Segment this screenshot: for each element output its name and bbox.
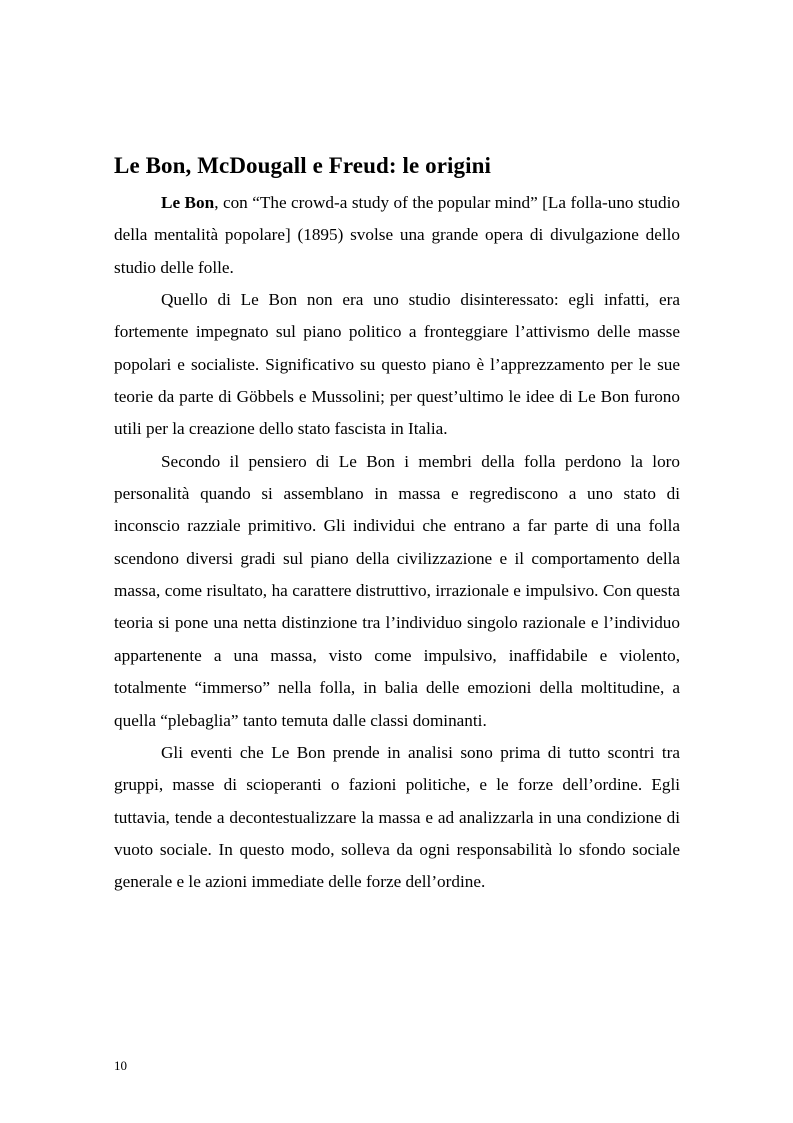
paragraph-1-lead: Le Bon	[161, 193, 215, 212]
section-title: Le Bon, McDougall e Freud: le origini	[114, 153, 492, 178]
page-number: 10	[114, 1058, 127, 1073]
paragraph-1	[114, 187, 680, 284]
paragraph-2: Quello di Le Bon non era uno studio disinteressato: egli infatti, era fortemente impegnato sul piano politico a fronteggiare l’attivismo delle masse popolari e socialiste. Significativo su questo piano è l’apprezzamento per le sue teorie da parte di Göbbels e Mussolini; per quest’ultimo le idee di Le Bon furono utili per la creazione dello stato fascista in Italia.	[114, 290, 680, 439]
paragraph-4: Gli eventi che Le Bon prende in analisi sono prima di tutto scontri tra gruppi, masse di scioperanti o fazioni politiche, e le forze dell’ordine. Egli tuttavia, tende a decontestualizzare la massa e ad analizzarla in una condizione di vuoto sociale. In questo modo, solleva da ogni responsabilità lo sfondo sociale generale e le azioni immediate delle forze dell’ordine.	[114, 742, 680, 892]
body-text	[114, 187, 680, 899]
paragraph-1-text: , con “The crowd-a study of the popular mind” [La folla-uno studio della mentalità popolare] (1895) svolse una grande opera di divulgazione dello studio delle folle.	[114, 193, 680, 277]
paragraph-3: Secondo il pensiero di Le Bon i membri della folla perdono la loro personalità quando si assemblano in massa e regrediscono a uno stato di inconscio razziale primitivo. Gli individui che entrano a far parte di una folla scendono diversi gradi sul piano della civilizzazione e il comportamento della massa, come risultato, ha carattere distruttivo, irrazionale e impulsivo. Con questa teoria si pone una netta distinzione tra l’individuo singolo razionale e l’individuo appartenente a una massa, visto come impulsivo, inaffidabile e violento, totalmente “immerso” nella folla, in balia delle emozioni della moltitudine, a quella “plebaglia” tanto temuta dalle classi dominanti.	[114, 451, 680, 730]
